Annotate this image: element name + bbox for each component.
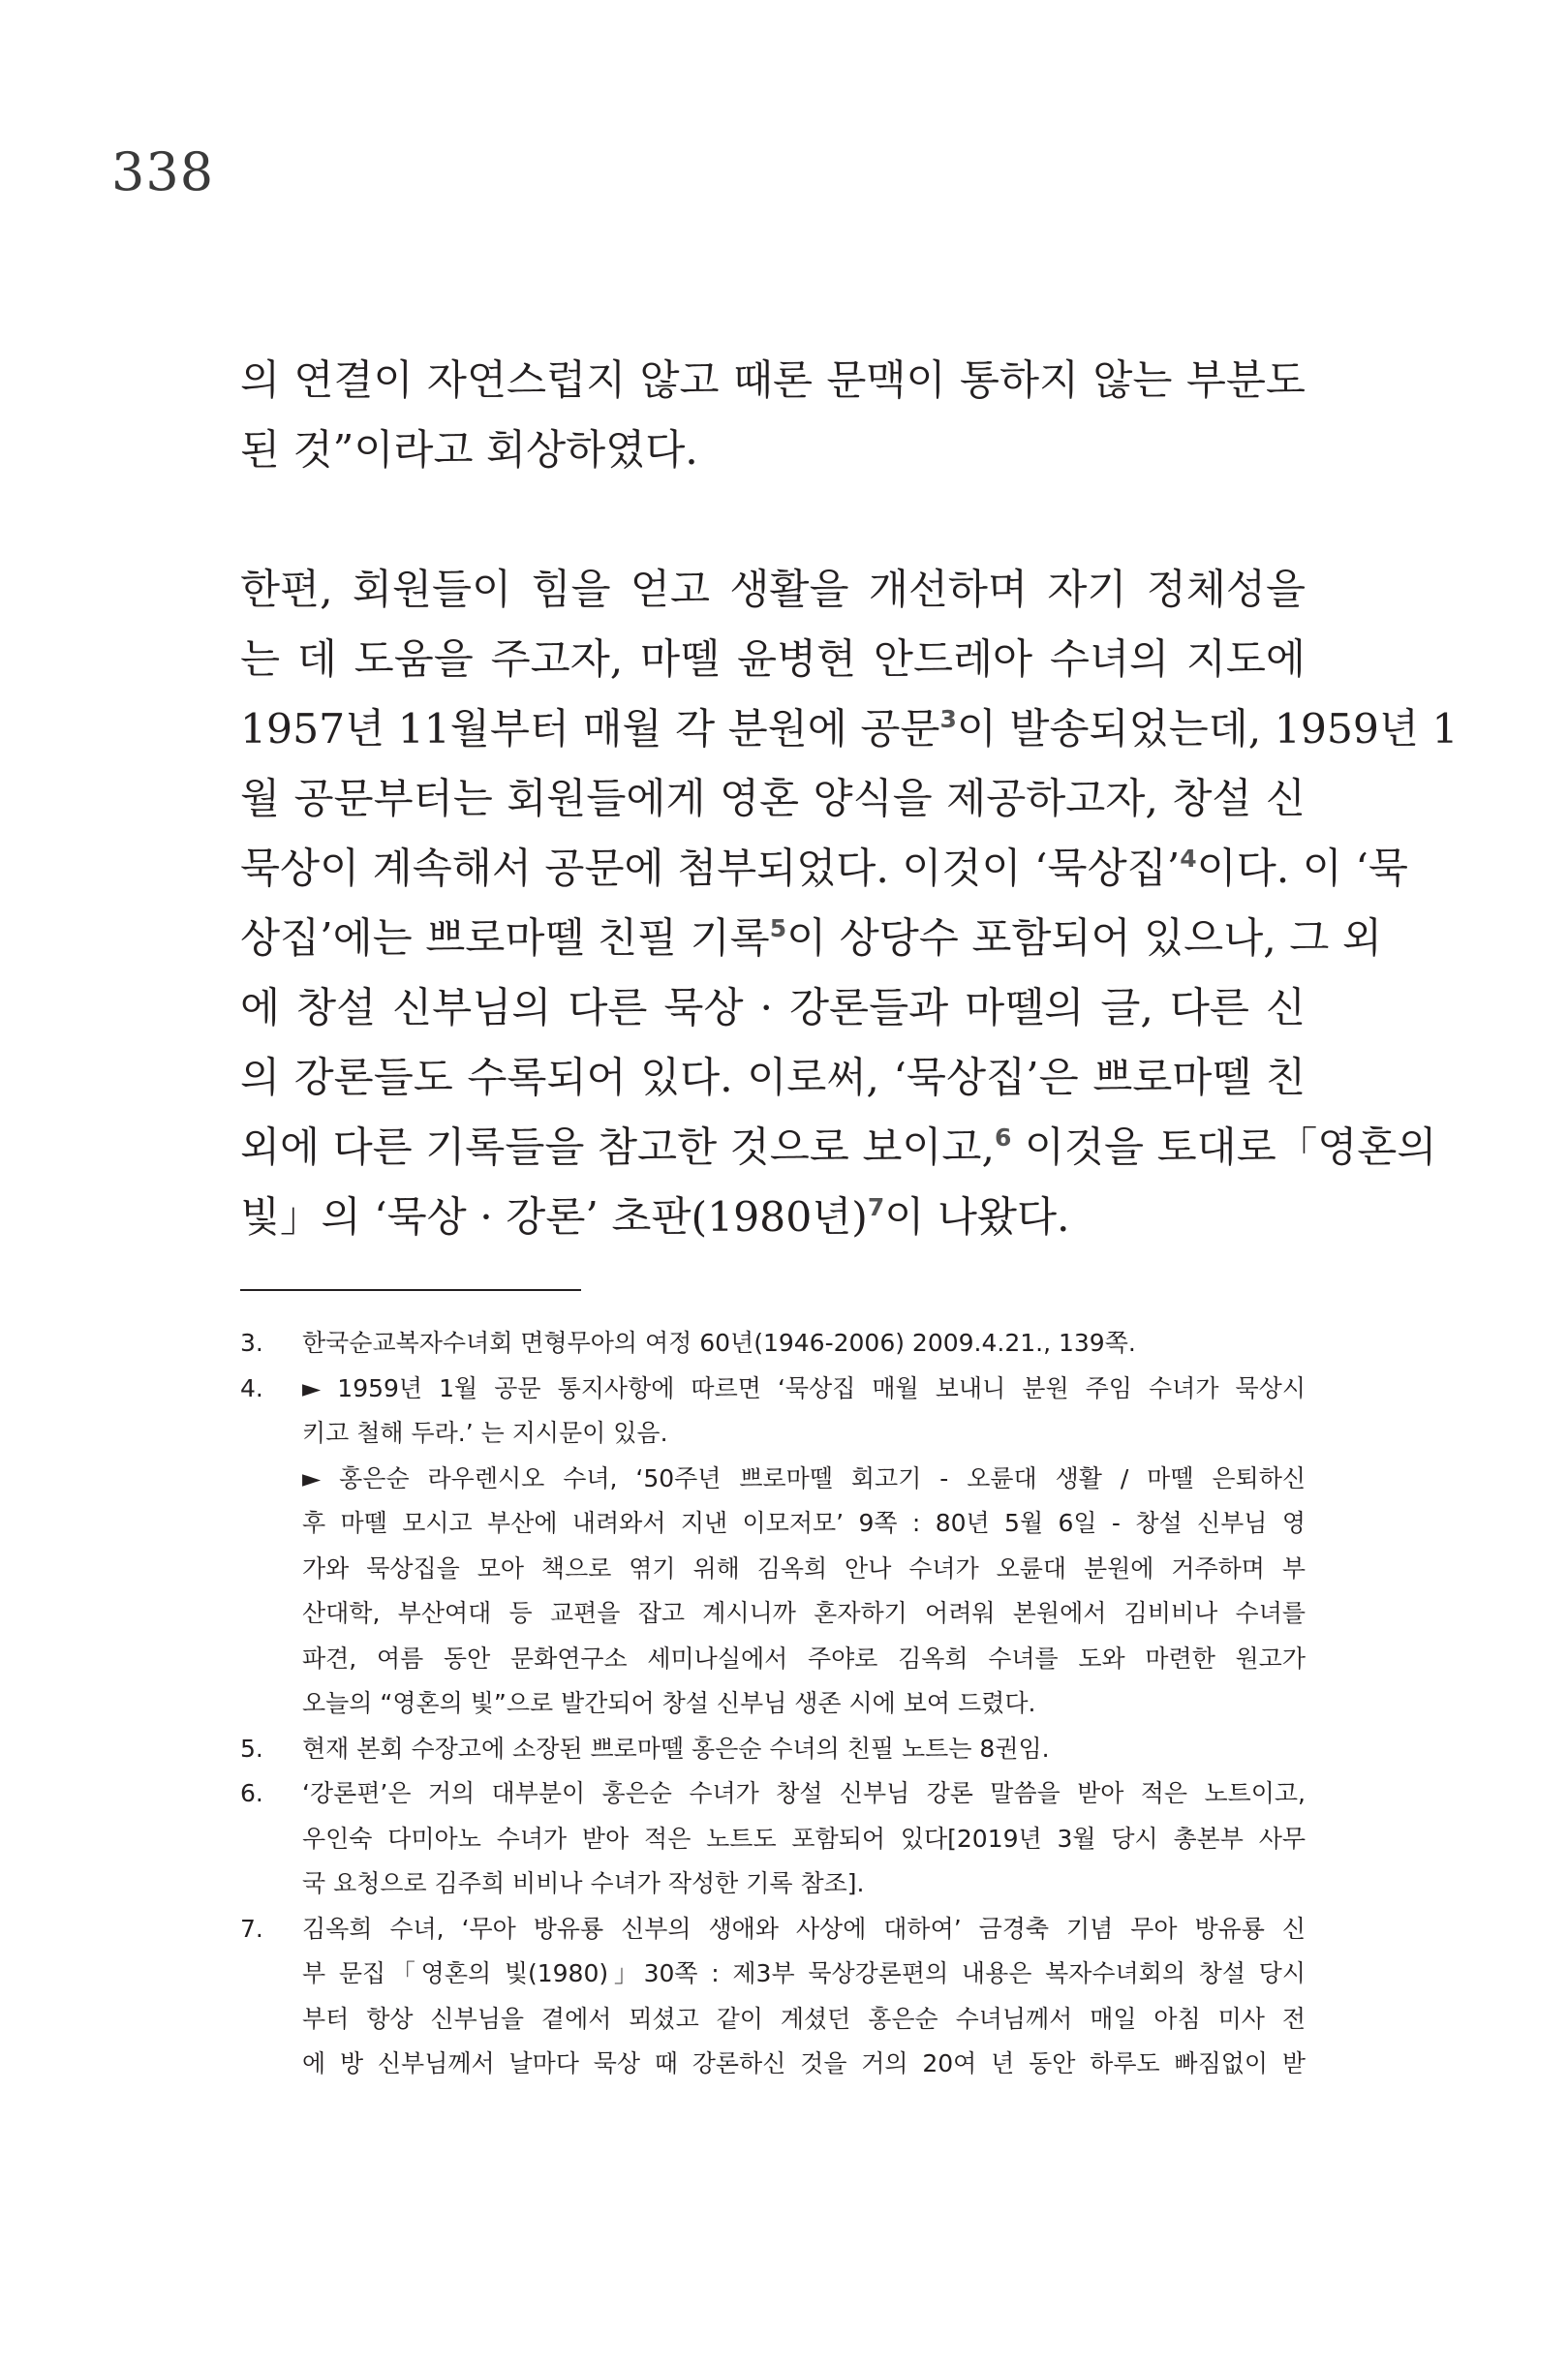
body-line [240,1114,1437,1184]
body-text-segment: 이 나왔다. [884,1194,1070,1242]
body-line [240,1184,1306,1253]
footnote-line: 에 방 신부님께서 날마다 묵상 때 강론하신 것을 거의 20여 년 동안 하루도 빠짐없이 받 [302,2049,1306,2077]
footnote-number: 6. [240,1779,263,1807]
footnote-line: ► 홍은순 라우렌시오 수녀, ‘50주년 쁘로마뗄 회고기 - 오륜대 생활 / 마뗄 은퇴하신 [302,1463,1306,1492]
body-text-segment: 상집’에는 쁘로마뗄 친필 기록 [240,915,770,963]
footnote-line: 부 문집「영혼의 빛(1980)」30쪽 : 제3부 묵상강론편의 내용은 복자수녀회의 창설 당시 [302,1959,1306,1987]
paragraph-gap [240,486,1306,556]
footnote-6 [240,1771,1306,1907]
footnote-line: 산대학, 부산여대 등 교편을 잡고 계시니까 혼자하기 어려워 본원에서 김비비나 수녀를 [302,1599,1306,1627]
body-line: 한편, 회원들이 힘을 얻고 생활을 개선하며 자기 정체성을 [240,567,1306,614]
footnote-number: 3. [240,1329,263,1357]
body-text-segment: 이 상당수 포함되어 있으나, 그 외 [786,915,1382,963]
body-line: 에 창설 신부님의 다른 묵상 · 강론들과 마뗄의 글, 다른 신 [240,985,1306,1032]
body-line: 의 연결이 자연스럽지 않고 때론 문맥이 통하지 않는 부분도 [240,357,1306,405]
footnote-line: ► 1959년 1월 공문 통지사항에 따르면 ‘묵상집 매월 보내니 분원 주임 수녀가 묵상시 [302,1373,1306,1402]
footnote-5 [240,1727,1306,1772]
footnote-line: 한국순교복자수녀회 면형무아의 여정 60년(1946-2006) 2009.4.21., 139쪽. [302,1329,1136,1357]
footnote-line: 현재 본회 수장고에 소장된 쁘로마뗄 홍은순 수녀의 친필 노트는 8권임. [302,1734,1050,1763]
footnotes [240,1321,1306,2087]
body-text-segment: 1957년 11월부터 매월 각 분원에 공문 [240,706,940,753]
body-text-segment: 빛」의 ‘묵상 · 강론’ 초판(1980년) [240,1194,868,1242]
footnote-number: 4. [240,1373,263,1402]
footnote-line: 키고 철해 두라.’ 는 지시문이 있음. [302,1419,668,1447]
footnote-line: ‘강론편’은 거의 대부분이 홍은순 수녀가 창설 신부님 강론 말씀을 받아 적은 노트이고, [302,1779,1306,1807]
body-line [240,695,1459,765]
footnote-divider [240,1289,581,1291]
body-text-segment: 이다. 이 ‘묵 [1196,846,1408,893]
footnote-ref[interactable]: 7 [867,1193,885,1221]
footnote-3 [240,1321,1306,1367]
footnote-ref[interactable]: 3 [939,705,957,733]
footnote-ref[interactable]: 6 [995,1123,1012,1152]
footnote-line: 김옥희 수녀, ‘무아 방유룡 신부의 생애와 사상에 대하여’ 금경축 기념 무아 방유룡 신 [302,1914,1306,1943]
footnote-line: 우인숙 다미아노 수녀가 받아 적은 노트도 포함되어 있다[2019년 3월 당시 총본부 사무 [302,1824,1306,1853]
footnote-ref[interactable]: 5 [769,914,787,942]
footnote-line: 가와 묵상집을 모아 책으로 엮기 위해 김옥희 안나 수녀가 오륜대 분원에 거주하며 부 [302,1553,1306,1583]
body-text-segment: 묵상이 계속해서 공문에 첨부되었다. 이것이 ‘묵상집’ [240,846,1181,893]
body-line [240,835,1408,905]
footnote-7 [240,1907,1306,2087]
body-text [240,347,1459,1253]
footnote-line: 부터 항상 신부님을 곁에서 뫼셨고 같이 계셨던 홍은순 수녀님께서 매일 아침 미사 전 [302,2004,1306,2033]
footnote-line: 국 요청으로 김주희 비비나 수녀가 작성한 기록 참조]. [302,1869,865,1897]
footnote-line: 오늘의 “영혼의 빛”으로 발간되어 창설 신부님 생존 시에 보여 드렸다. [302,1689,1036,1717]
footnote-line: 파견, 여름 동안 문화연구소 세미나실에서 주야로 김옥희 수녀를 도와 마련한 원고가 [302,1644,1306,1673]
footnote-number: 7. [240,1914,263,1943]
body-text-segment: 이것을 토대로「영혼의 [1011,1124,1437,1172]
body-line: 된 것”이라고 회상하였다. [240,427,698,475]
footnote-ref[interactable]: 4 [1180,845,1197,873]
page-number: 338 [111,141,215,202]
body-line: 월 공문부터는 회원들에게 영혼 양식을 제공하고자, 창설 신 [240,776,1306,823]
body-line [240,905,1382,974]
footnote-line: 후 마뗄 모시고 부산에 내려와서 지낸 이모저모’ 9쪽 : 80년 5월 6일 - 창설 신부님 영 [302,1509,1306,1537]
body-text-segment: 외에 다른 기록들을 참고한 것으로 보이고, [240,1124,995,1172]
footnote-4 [240,1367,1306,1727]
footnote-number: 5. [240,1734,263,1763]
body-line: 는 데 도움을 주고자, 마뗄 윤병현 안드레아 수녀의 지도에 [240,636,1306,684]
body-line: 의 강론들도 수록되어 있다. 이로써, ‘묵상집’은 쁘로마뗄 친 [240,1055,1306,1102]
body-text-segment: 이 발송되었는데, 1959년 1 [956,706,1459,753]
